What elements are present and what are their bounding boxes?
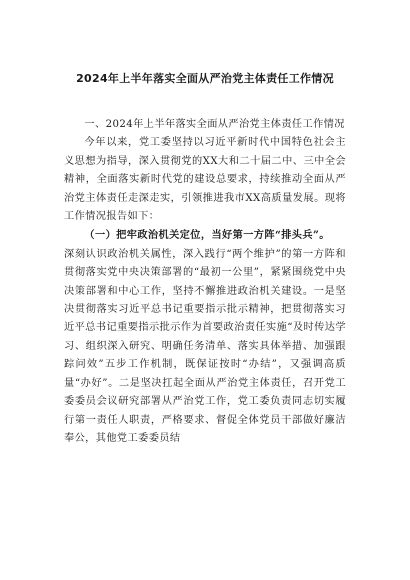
paragraph-main: 深刻认识政治机关属性，深入践行“两个维护”的第一方阵和贯彻落实党中央决策部署的“最初一公里”，紧紧围绕党中央决策部署和中心工作，坚持不懈推进政治机关建设。一是坚决贯彻落实习近平总书记重要指示批示精神，把贯彻落实习近平总书记重要指示批示作为首要政治责任实施“及时传达学习、组织深入研究、明确任务清单、落实具体举措、加强跟踪问效”五步工作机制，既保证按时“办结”，又强调高质量“办好”。二是坚决扛起全面从严治党主体责任，召开党工委委员会议研究部署从严治党工作，党工委负责同志切实履行第一责任人职责，严格要求、督促全体党员干部做好廉洁奉公，其他党工委委员结 bbox=[64, 248, 346, 444]
subsection-heading: （一）把牢政治机关定位，当好第一方阵“排头兵”。 bbox=[84, 229, 330, 242]
document-body bbox=[64, 116, 346, 448]
section-heading: 一、2024年上半年落实全面从严治党主体责任工作情况 bbox=[84, 119, 345, 130]
document-title: 2024年上半年落实全面从严治党主体责任工作情况 bbox=[76, 72, 334, 85]
paragraph-intro: 今年以来，党工委坚持以习近平新时代中国特色社会主义思想为指导，深入贯彻党的XX大和二十届二中、三中全会精神，全面落实新时代党的建设总要求，持续推动全面从严治党主体责任走深走实，引领推进我市XX高质量发展。现将工作情况报告如下： bbox=[64, 137, 346, 223]
subsection bbox=[64, 226, 346, 245]
